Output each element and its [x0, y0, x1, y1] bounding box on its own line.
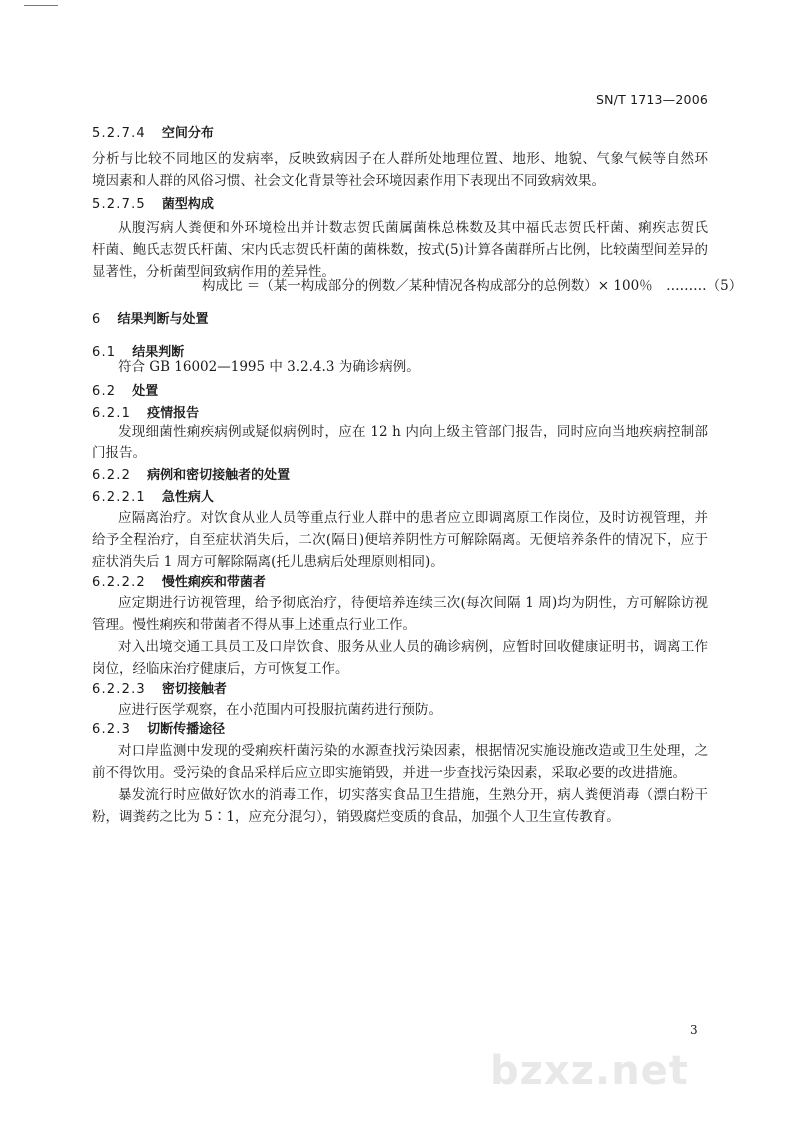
heading-6-2-2: [92, 469, 290, 482]
paragraph-line: 粉，调粪药之比为 5∶1，应充分混匀），销毁腐烂变质的食品，加强个人卫生宣传教育。: [92, 809, 620, 825]
page-number: 3: [690, 1023, 698, 1037]
paragraph-line: 境因素和人群的风俗习惯、社会文化背景等社会环境因素作用下表现出不同致病效果。: [92, 173, 605, 189]
heading-number: 6.2.3: [92, 722, 132, 737]
paragraph-line: 前不得饮用。受污染的食品采样后应立即实施销毁，并进一步查找污染因素，采取必要的改进措施。: [92, 765, 686, 781]
heading-number: 6.1: [92, 345, 117, 360]
paragraph-line: 症状消失后 1 周方可解除隔离(托儿患病后处理原则相同)。: [92, 554, 444, 570]
heading-6-2-2-1: [92, 491, 214, 504]
heading-title: 密切接触者: [161, 682, 227, 697]
heading-number: 5.2.7.5: [92, 197, 146, 212]
heading-6-2: [92, 385, 158, 398]
heading-title: 病例和密切接触者的处置: [147, 468, 291, 483]
heading-title: 急性病人: [161, 490, 214, 505]
paragraph-line: 应进行医学观察，在小范围内可投服抗菌药进行预防。: [118, 702, 442, 718]
heading-title: 慢性痢疾和带菌者: [161, 575, 266, 590]
paragraph-line: 岗位，经临床治疗健康后，方可恢复工作。: [92, 661, 349, 677]
paragraph-line: 对入出境交通工具员工及口岸饮食、服务从业人员的确诊病例，应暂时回收健康证明书，调离工作: [118, 639, 708, 655]
paragraph-line: 应定期进行访视管理，给予彻底治疗，待便培养连续三次(每次间隔 1 周)均为阴性，方可解除访视: [118, 595, 708, 611]
paragraph-line: 杆菌、鲍氏志贺氏杆菌、宋内氏志贺氏杆菌的菌株数，按式(5)计算各菌群所占比例，比较菌型间差异的: [92, 242, 708, 258]
paragraph-line: 符合 GB 16002—1995 中 3.2.4.3 为确诊病例。: [118, 359, 420, 375]
heading-6: [92, 313, 209, 326]
paragraph-line: 发现细菌性痢疾病例或疑似病例时，应在 12 h 内向上级主管部门报告，同时应向当地疾病控制部: [118, 424, 708, 440]
heading-6-2-2-3: [92, 683, 227, 696]
heading-number: 6.2.2.2: [92, 575, 146, 590]
paragraph-line: 管理。慢性痢疾和带菌者不得从事上述重点行业工作。: [92, 617, 416, 633]
paragraph-line: 显著性，分析菌型间致病作用的差异性。: [92, 264, 335, 280]
paragraph-line: 从腹泻病人粪便和外环境检出并计数志贺氏菌属菌株总株数及其中福氏志贺氏杆菌、痢疾志贺氏: [118, 220, 708, 236]
heading-number: 6.2.2.1: [92, 490, 146, 505]
heading-number: 6: [92, 312, 102, 327]
paragraph-line: 门报告。: [92, 445, 146, 461]
heading-6-2-2-2: [92, 576, 266, 589]
heading-5-2-7-5: [92, 198, 214, 211]
paragraph-line: 暴发流行时应做好饮水的消毒工作，切实落实食品卫生措施，生熟分开，病人粪便消毒（漂白粉干: [118, 787, 708, 803]
document-code: SN/T 1713—2006: [595, 92, 708, 107]
paragraph-line: 给予全程治疗，自至症状消失后，二次(隔日)便培养阴性方可解除隔离。无便培养条件的情况下，应于: [92, 532, 708, 548]
heading-number: 6.2.2: [92, 468, 132, 483]
heading-number: 5.2.7.4: [92, 126, 146, 141]
heading-title: 菌型构成: [161, 197, 214, 212]
heading-5-2-7-4: [92, 127, 214, 140]
heading-6-1: [92, 346, 184, 359]
heading-title: 处置: [132, 384, 159, 399]
paragraph-line: 对口岸监测中发现的受痢疾杆菌污染的水源查找污染因素，根据情况实施设施改造或卫生处理，之: [118, 743, 708, 759]
heading-title: 切断传播途径: [147, 722, 226, 737]
site-watermark: bzxz.net: [490, 1048, 689, 1094]
heading-title: 结果判断与处置: [117, 312, 209, 327]
paragraph-line: 应隔离治疗。对饮食从业人员等重点行业人群中的患者应立即调离原工作岗位，及时访视管理，并: [118, 510, 708, 526]
heading-6-2-1: [92, 407, 199, 420]
formula-5: 构成比 ＝（某一构成部分的例数／某种情况各构成部分的总例数）× 100％ ………（5）: [202, 278, 743, 294]
heading-number: 6.2: [92, 384, 117, 399]
paragraph-line: 分析与比较不同地区的发病率，反映致病因子在人群所处地理位置、地形、地貌、气象气候等自然环: [92, 151, 708, 167]
heading-number: 6.2.1: [92, 406, 132, 421]
heading-number: 6.2.2.3: [92, 682, 146, 697]
heading-title: 结果判断: [132, 345, 185, 360]
heading-title: 空间分布: [161, 126, 214, 141]
heading-title: 疫情报告: [147, 406, 200, 421]
heading-6-2-3: [92, 723, 225, 736]
